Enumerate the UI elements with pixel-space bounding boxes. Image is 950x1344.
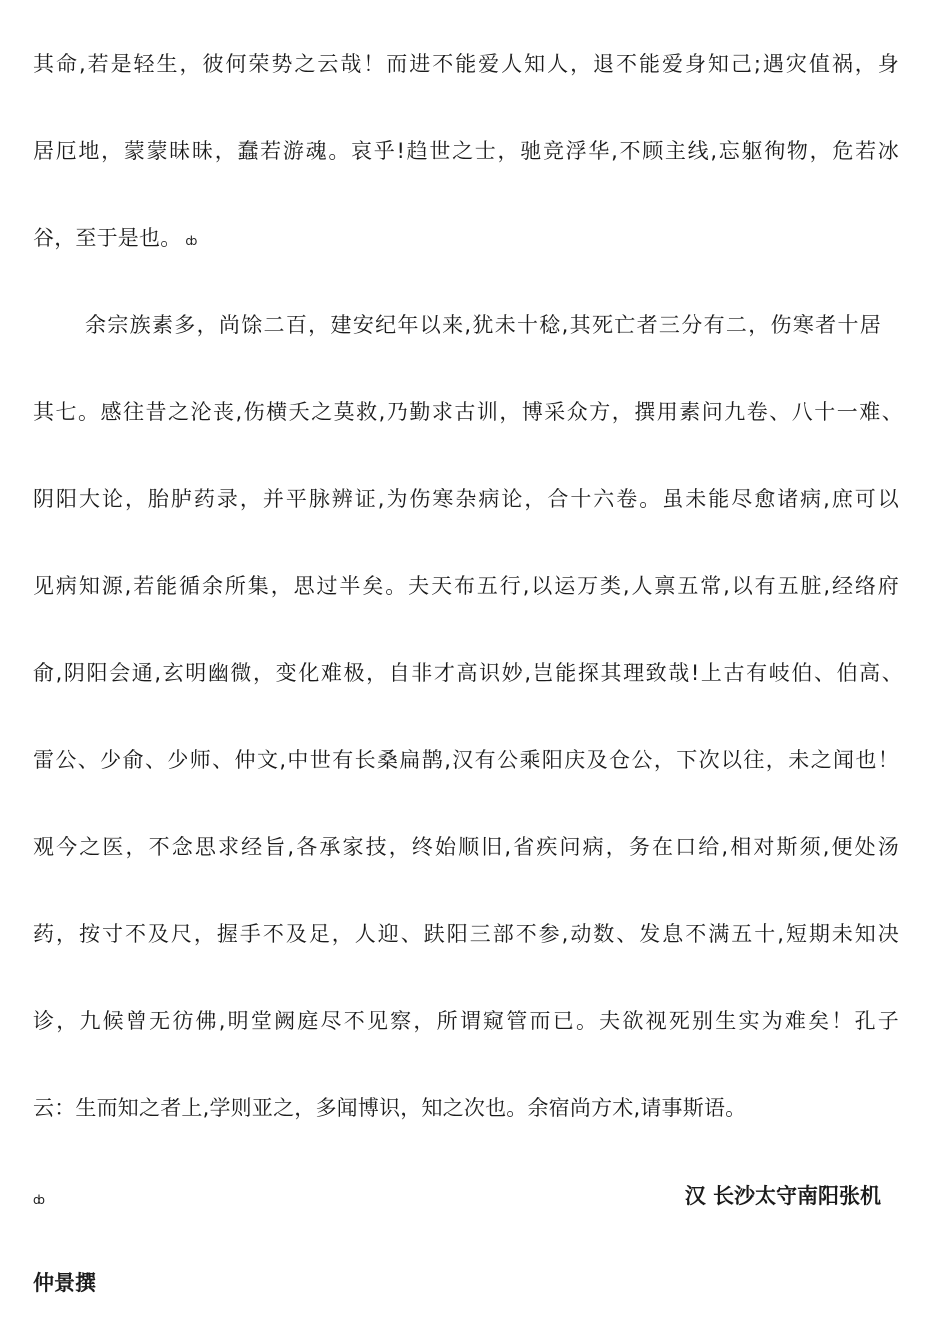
text-line-8: 俞,阴阳会通,玄明幽微，变化难极，自非才高识妙,岂能探其理致哉!上古有岐伯、伯高、 xyxy=(33,661,903,685)
text-line-3 xyxy=(33,223,899,256)
signature-author: 仲景撰 xyxy=(33,1271,96,1295)
paragraph-mark-icon-2: ȸ xyxy=(33,1193,45,1207)
text-line-3-text: 谷，至于是也。 xyxy=(33,226,182,250)
text-line-13: 云：生而知之者上,学则亚之，多闻博识，知之次也。余宿尚方术,请事斯语。 xyxy=(33,1096,747,1120)
text-line-12: 诊，九候曾无彷佛,明堂阙庭尽不见察，所谓窥管而已。夫欲视死别生实为难矣！孔子 xyxy=(33,1009,899,1033)
text-line-10: 观今之医，不念思求经旨,各承家技，终始顺旧,省疾问病，务在口给,相对斯须,便处汤 xyxy=(33,835,899,859)
paragraph-mark-icon: ȸ xyxy=(185,234,198,248)
text-line-5: 其七。感往昔之沦丧,伤横夭之莫救,乃勤求古训，博采众方，撰用素问九卷、八十一难、 xyxy=(33,400,903,424)
text-line-11: 药，按寸不及尺，握手不及足，人迎、趺阳三部不参,动数、发息不满五十,短期未知决 xyxy=(33,922,899,946)
text-line-7: 见病知源,若能循余所集，思过半矣。夫天布五行,以运万类,人禀五常,以有五脏,经络府 xyxy=(33,574,899,598)
text-line-9: 雷公、少俞、少师、仲文,中世有长桑扁鹊,汉有公乘阳庆及仓公，下次以往，未之闻也！ xyxy=(33,748,899,772)
text-line-6: 阴阳大论，胎胪药录，并平脉辨证,为伤寒杂病论，合十六卷。虽未能尽愈诸病,庶可以 xyxy=(33,487,899,511)
text-line-4: 余宗族素多，尚馀二百，建安纪年以来,犹未十稔,其死亡者三分有二，伤寒者十居 xyxy=(85,313,881,337)
text-line-2: 居厄地，蒙蒙昧昧，蠢若游魂。哀乎!趋世之士，驰竞浮华,不顾主线,忘躯徇物，危若冰 xyxy=(33,139,899,163)
text-line-1: 其命,若是轻生，彼何荣势之云哉！而进不能爱人知人，退不能爱身知己;遇灾值祸，身 xyxy=(33,52,899,76)
signature-title: 汉 长沙太守南阳张机 xyxy=(684,1184,881,1208)
